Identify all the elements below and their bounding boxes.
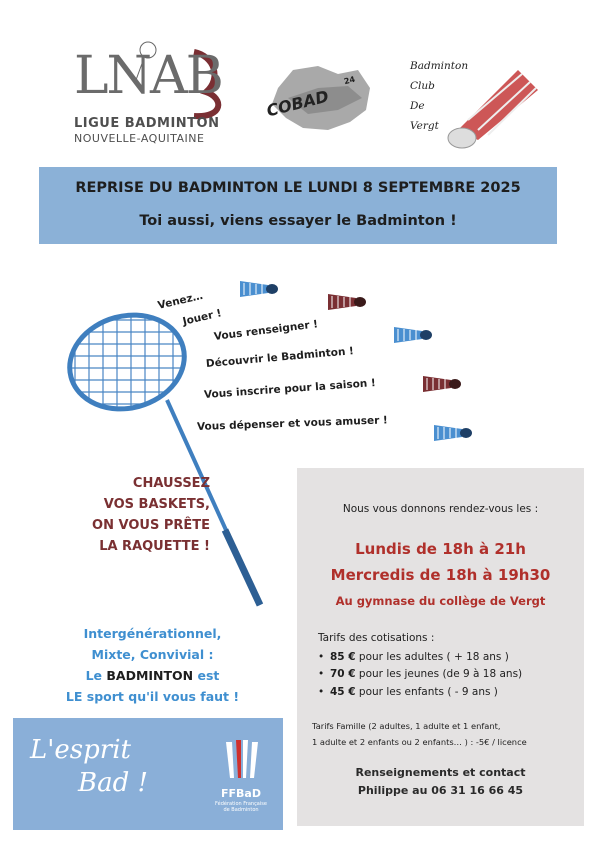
venue: Au gymnase du collège de Vergt <box>335 594 546 608</box>
tariff-item: • 70 € pour les jeunes (de 9 à 18 ans) <box>318 668 523 680</box>
values-line: Le BADMINTON est <box>85 668 220 683</box>
schedule-monday: Lundis de 18h à 21h <box>355 540 526 558</box>
values-line: Mixte, Convivial : <box>91 647 214 662</box>
tariff-item: • 45 € pour les enfants ( - 9 ans ) <box>318 686 498 698</box>
club-shuttlecock-icon <box>438 60 548 150</box>
family-tariff: 1 adulte et 2 enfants ou 2 enfants… ) : -5€ / licence <box>312 737 527 747</box>
invite-line: Vous inscrire pour la saison ! <box>203 377 377 401</box>
ffbad-logo-text: FFBaD <box>221 787 261 800</box>
contact-title: Renseignements et contact <box>355 766 526 779</box>
ffbad-logo-subtitle: Fédération Française de Badminton <box>215 801 267 813</box>
slogan-line: ON VOUS PRÊTE <box>92 518 210 533</box>
values-line: Intergénérationnel, <box>83 626 222 641</box>
slogan-line: LA RAQUETTE ! <box>99 539 210 554</box>
title-banner <box>39 167 557 244</box>
banner-subtitle: Toi aussi, viens essayer le Badminton ! <box>139 213 457 229</box>
invite-line: Jouer ! <box>181 307 223 328</box>
info-intro: Nous vous donnons rendez-vous les : <box>342 503 539 515</box>
shuttlecock-icon <box>421 372 463 394</box>
club-logo-line: Badminton <box>410 60 469 72</box>
club-logo-line: Vergt <box>410 120 439 132</box>
lna-logo-line1: LIGUE BADMINTON <box>74 116 220 131</box>
shuttlecock-icon <box>238 277 280 299</box>
values-highlight: BADMINTON <box>106 668 194 683</box>
contact-phone: Philippe au 06 31 16 66 45 <box>357 784 524 797</box>
shuttlecock-icon <box>392 323 434 345</box>
club-logo-line: De <box>410 100 425 112</box>
cobad-logo-number: 24 <box>343 74 357 87</box>
club-logo-line: Club <box>410 80 435 92</box>
family-tariff: Tarifs Famille (2 adultes, 1 adulte et 1 enfant, <box>312 721 501 731</box>
lna-logo-line2: NOUVELLE-AQUITAINE <box>74 132 205 145</box>
tariffs-title: Tarifs des cotisations : <box>318 632 435 644</box>
shuttlecock-icon <box>326 290 368 312</box>
invite-line: Vous dépenser et vous amuser ! <box>196 414 388 433</box>
tariff-item: • 85 € pour les adultes ( + 18 ans ) <box>318 651 509 663</box>
lna-logo-letters: LNAB <box>74 46 222 106</box>
values-line: LE sport qu'il vous faut ! <box>65 689 240 704</box>
ffbad-feathers-icon <box>222 738 262 784</box>
invite-line: Vous renseigner ! <box>213 318 319 343</box>
banner-title: REPRISE DU BADMINTON LE LUNDI 8 SEPTEMBRE 2025 <box>75 180 521 196</box>
slogan-line: VOS BASKETS, <box>103 497 210 512</box>
cobad-logo-text: COBAD <box>264 86 331 121</box>
invite-line: Venez… <box>156 289 205 312</box>
badminton-racket-icon <box>55 300 285 620</box>
schedule-wednesday: Mercredis de 18h à 19h30 <box>330 566 551 584</box>
shuttlecock-icon <box>432 421 474 443</box>
slogan-line: CHAUSSEZ <box>132 476 210 491</box>
esprit-bad-line1: L'esprit <box>30 735 131 765</box>
invite-line: Découvrir le Badminton ! <box>205 345 355 370</box>
esprit-bad-line2: Bad ! <box>78 768 148 798</box>
